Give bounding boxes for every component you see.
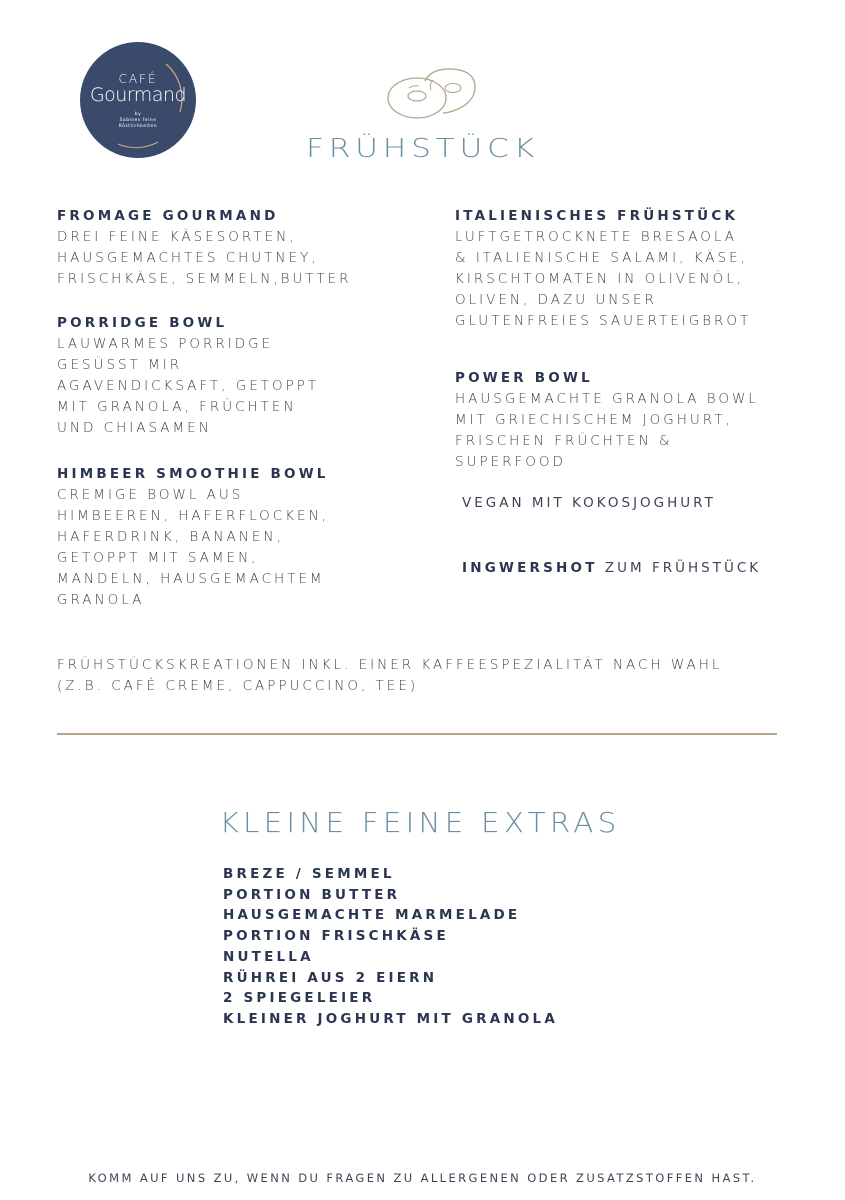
menu-item-desc-line: AGAVENDICKSAFT, GETOPPT bbox=[57, 378, 320, 394]
logo-tagline bbox=[80, 112, 196, 130]
menu-item-title: POWER BOWL bbox=[455, 370, 593, 386]
inclusion-line-1: FRÜHSTÜCKSKREATIONEN INKL. EINER KAFFEESPEZIALITÄT NACH WAHL bbox=[57, 657, 723, 673]
menu-item-desc-line: MIT GRANOLA, FRÜCHTEN bbox=[57, 399, 297, 415]
vegan-note: VEGAN MIT KOKOSJOGHURT bbox=[462, 495, 716, 511]
allergen-footer: KOMM AUF UNS ZU, WENN DU FRAGEN ZU ALLERGENEN ODER ZUSATZSTOFFEN HAST. bbox=[88, 1171, 757, 1185]
menu-item-title: ITALIENISCHES FRÜHSTÜCK bbox=[455, 208, 739, 224]
ingwershot-rest: ZUM FRÜHSTÜCK bbox=[597, 560, 762, 576]
menu-item-desc-line: GESÜSST MIR bbox=[57, 357, 183, 373]
section-divider bbox=[57, 733, 777, 735]
menu-item-desc-line: GRANOLA bbox=[57, 592, 145, 608]
ingwershot-title: INGWERSHOT bbox=[462, 560, 598, 576]
menu-item-desc-line: DREI FEINE KÄSESORTEN, bbox=[57, 229, 297, 245]
donut-icon bbox=[385, 66, 477, 122]
extras-item: BREZE / SEMMEL bbox=[223, 866, 395, 882]
extras-item: KLEINER JOGHURT MIT GRANOLA bbox=[223, 1010, 558, 1027]
menu-item-desc-line: GETOPPT MIT SAMEN, bbox=[57, 550, 259, 566]
menu-item-desc-line: HIMBEEREN, HAFERFLOCKEN, bbox=[57, 508, 329, 524]
logo-sabines: Sabines feine bbox=[119, 118, 157, 123]
section-title-fruehstueck: FRÜHSTÜCK bbox=[305, 134, 540, 164]
logo-cafe-text: CAFÉ bbox=[118, 72, 158, 86]
inclusion-note bbox=[57, 655, 722, 697]
menu-item-desc-line: MIT GRIECHISCHEM JOGHURT, bbox=[455, 412, 733, 428]
menu-item-desc-line: FRISCHKÄSE, SEMMELN,BUTTER bbox=[57, 271, 352, 287]
inclusion-line-2: (Z.B. CAFÉ CREME, CAPPUCCINO, TEE) bbox=[57, 678, 419, 694]
menu-item-desc-line: CREMIGE BOWL AUS bbox=[57, 487, 244, 503]
extras-item: 2 SPIEGELEIER bbox=[223, 990, 376, 1007]
section-title-extras: KLEINE FEINE EXTRAS bbox=[219, 806, 621, 839]
logo-koestlichkeiten: Köstlichkeiten bbox=[118, 124, 158, 129]
ingwershot-note bbox=[462, 558, 761, 579]
extras-item: PORTION BUTTER bbox=[223, 886, 401, 903]
cafe-logo bbox=[80, 42, 196, 158]
menu-item-desc-line: KIRSCHTOMATEN IN OLIVENÖL, bbox=[455, 271, 745, 287]
menu-item-desc-line: LAUWARMES PORRIDGE bbox=[57, 336, 274, 352]
menu-item-desc-line: SUPERFOOD bbox=[455, 454, 566, 470]
menu-item-desc-line: GLUTENFREIES SAUERTEIGBROT bbox=[455, 313, 752, 329]
menu-item-power-bowl bbox=[455, 368, 759, 473]
menu-item-desc-line: MANDELN, HAUSGEMACHTEM bbox=[57, 571, 325, 587]
extras-item: HAUSGEMACHTE MARMELADE bbox=[223, 907, 521, 924]
menu-item-desc-line: UND CHIASAMEN bbox=[57, 420, 212, 436]
menu-item-porridge-bowl bbox=[57, 313, 319, 439]
menu-item-desc-line: HAFERDRINK, BANANEN, bbox=[57, 529, 284, 545]
menu-item-italienisches-fruehstueck bbox=[455, 206, 751, 332]
extras-list bbox=[223, 864, 558, 1030]
menu-item-title: PORRIDGE BOWL bbox=[57, 315, 228, 331]
menu-item-desc-line: FRISCHEN FRÜCHTEN & bbox=[455, 433, 673, 449]
menu-item-desc-line: HAUSGEMACHTE GRANOLA BOWL bbox=[455, 391, 759, 407]
menu-item-desc-line: LUFTGETROCKNETE BRESAOLA bbox=[455, 229, 737, 245]
menu-item-fromage-gourmand bbox=[57, 206, 352, 290]
extras-item: RÜHREI AUS 2 EIERN bbox=[223, 969, 438, 986]
menu-item-title: HIMBEER SMOOTHIE BOWL bbox=[57, 466, 329, 482]
menu-item-desc-line: & ITALIENISCHE SALAMI, KÄSE, bbox=[455, 250, 748, 266]
logo-by: by bbox=[134, 112, 142, 117]
menu-item-desc-line: OLIVEN, DAZU UNSER bbox=[455, 292, 657, 308]
logo-gourmand-text: Gourmand bbox=[89, 84, 187, 106]
extras-item: NUTELLA bbox=[223, 948, 314, 965]
menu-item-title: FROMAGE GOURMAND bbox=[57, 208, 279, 224]
extras-item: PORTION FRISCHKÄSE bbox=[223, 928, 449, 945]
menu-item-desc-line: HAUSGEMACHTES CHUTNEY, bbox=[57, 250, 319, 266]
menu-item-himbeer-smoothie-bowl bbox=[57, 464, 329, 611]
